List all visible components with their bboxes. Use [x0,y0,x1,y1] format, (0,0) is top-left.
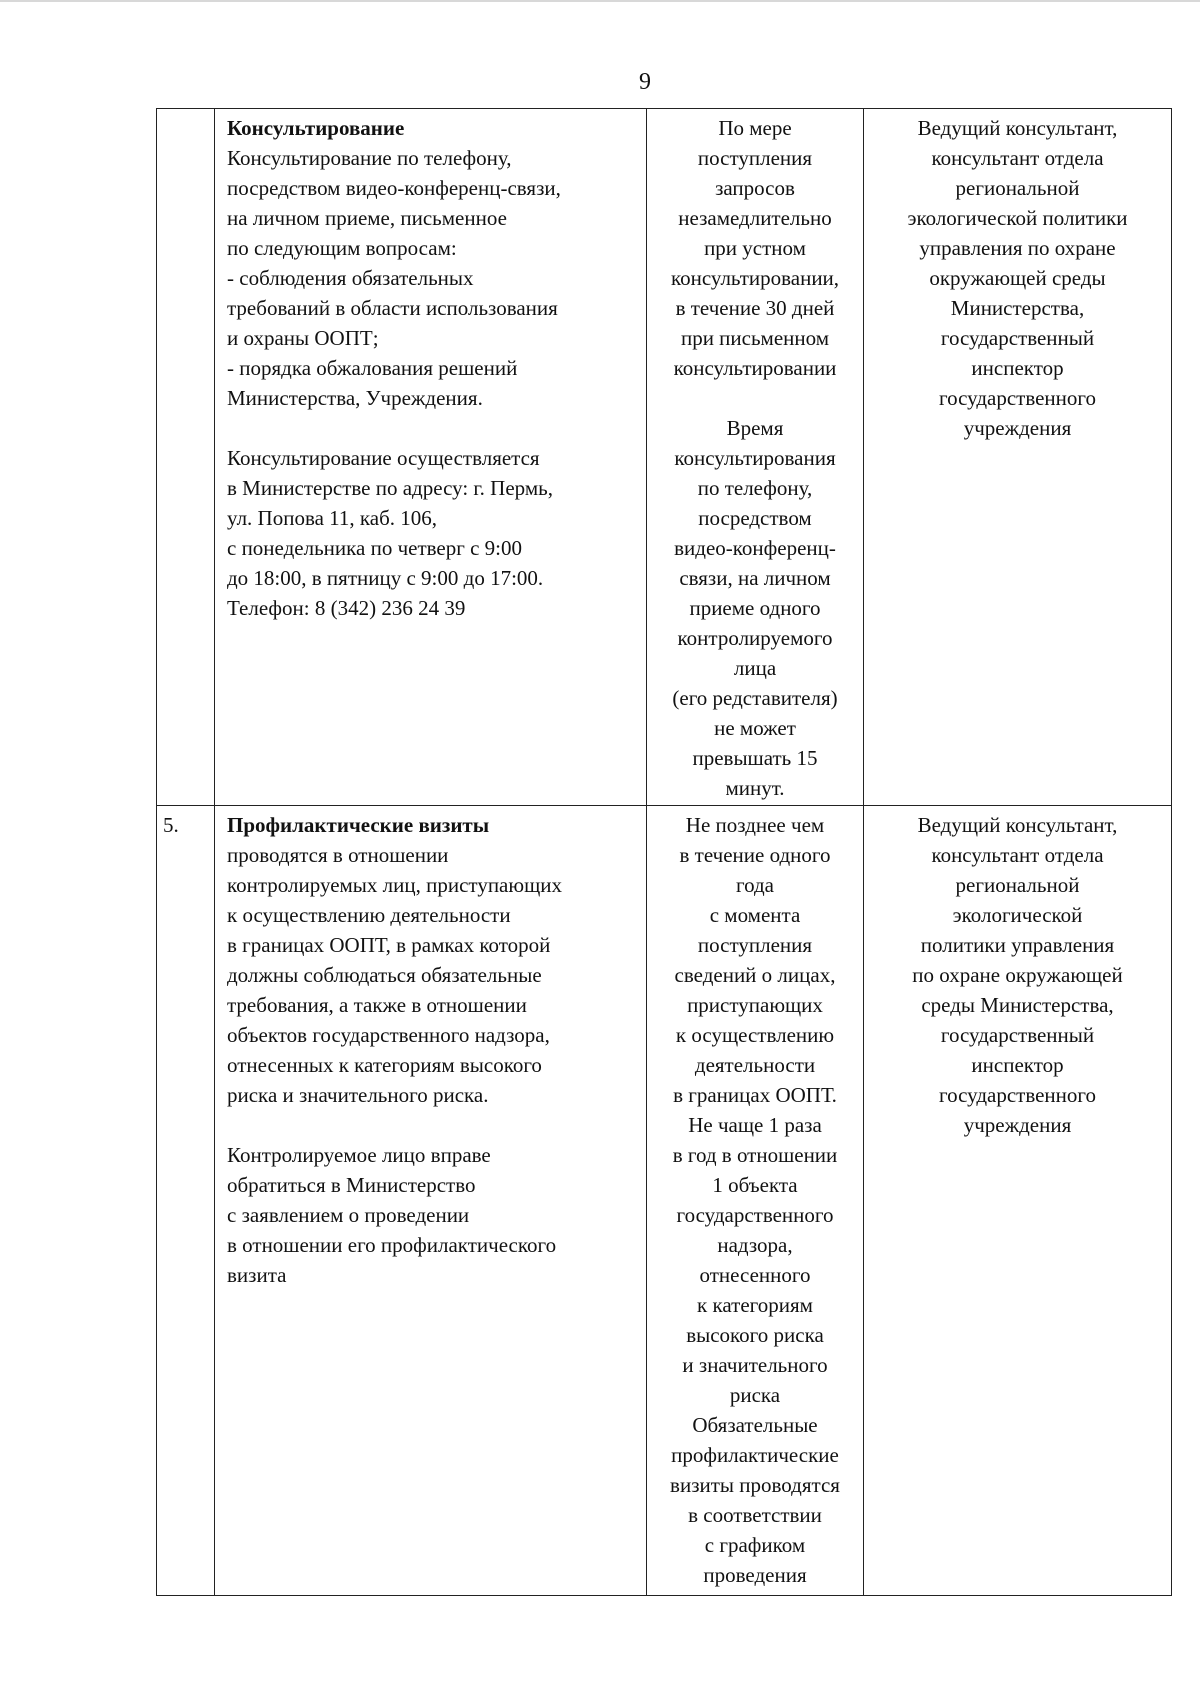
text-line: региональной [955,873,1080,897]
text-line: при устном [704,236,806,260]
text-line: связи, на личном [679,566,831,590]
activity-paragraph-1 [227,143,640,413]
text-line: требований в области использования [227,296,558,320]
deadline-paragraph-1 [649,810,861,1590]
text-line: По мере [718,116,792,140]
text-line: должны соблюдаться обязательные [227,963,542,987]
text-line: в границах ООПТ. [673,1083,837,1107]
text-line: контролируемого [677,626,833,650]
text-line: политики управления [920,933,1115,957]
text-line: в отношении его профилактического [227,1233,557,1257]
text-line: Не чаще 1 раза [688,1113,822,1137]
row-number-cell [157,109,215,806]
text-line: консультирования [674,446,836,470]
text-line: запросов [715,176,795,200]
text-line: с графиком [704,1533,806,1557]
paragraph-gap [649,383,861,413]
paragraph-gap [227,413,640,443]
text-line: государственный [940,1023,1095,1047]
responsible-cell [864,806,1172,1596]
text-line: - порядка обжалования решений [227,356,518,380]
deadline-paragraph-2 [649,413,861,803]
text-line: инспектор [971,356,1064,380]
text-line: с понедельника по четверг с 9:00 [227,536,523,560]
responsible-text [870,810,1165,1140]
text-line: до 18:00, в пятницу с 9:00 до 17:00. [227,566,544,590]
text-line: года [736,873,774,897]
text-line: объектов государственного надзора, [227,1023,550,1047]
activity-cell [215,806,647,1596]
text-line: государственного [676,1203,834,1227]
text-line: Консультирование осуществляется [227,446,540,470]
page-number: 9 [639,69,651,95]
text-line: деятельности [694,1053,816,1077]
deadline-paragraph-1 [649,113,861,383]
text-line: с заявлением о проведении [227,1203,470,1227]
text-line: надзора, [717,1233,793,1257]
text-line: высокого риска [686,1323,824,1347]
text-line: в течение одного [679,843,831,867]
text-line: риска и значительного риска. [227,1083,489,1107]
text-line: контролируемых лиц, приступающих [227,873,562,897]
text-line: Телефон: 8 (342) 236 24 39 [227,596,466,620]
activity-cell [215,109,647,806]
responsible-cell [864,109,1172,806]
activity-paragraph-2 [227,1140,640,1290]
text-line: при письменном [680,326,830,350]
text-line: среды Министерства, [921,993,1114,1017]
text-line: риска [729,1383,781,1407]
text-line: превышать 15 [692,746,818,770]
text-line: Контролируемое лицо вправе [227,1143,491,1167]
deadline-cell [647,806,864,1596]
text-line: учреждения [963,416,1072,440]
text-line: отнесенных к категориям высокого [227,1053,542,1077]
text-line: не может [714,716,796,740]
table-row-prevention-visits [157,806,1172,1596]
text-line: приеме одного [689,596,821,620]
text-line: приступающих [687,993,823,1017]
text-line: государственного [938,1083,1097,1107]
text-line: учреждения [963,1113,1072,1137]
text-line: требования, а также в отношении [227,993,527,1017]
measures-table [156,108,1172,1596]
text-line: 1 объекта [712,1173,798,1197]
text-line: визита [227,1263,287,1287]
row-number-cell: 5. [157,806,215,1596]
text-line: Время [726,416,784,440]
text-line: проводятся в отношении [227,843,449,867]
text-line: по охране окружающей [912,963,1123,987]
text-line: консультант отдела [931,843,1104,867]
text-line: экологической [952,903,1083,927]
text-line: и охраны ООПТ; [227,326,379,350]
text-line: профилактические [671,1443,839,1467]
text-line: по следующим вопросам: [227,236,457,260]
paragraph-gap [227,1110,640,1140]
text-line: консультировании [673,356,837,380]
text-line: в границах ООПТ, в рамках которой [227,933,551,957]
text-line: окружающей среды [929,266,1106,290]
text-line: отнесенного [699,1263,811,1287]
activity-paragraph-1 [227,840,640,1110]
text-line: с момента [709,903,801,927]
text-line: поступления [697,933,813,957]
table-row-consulting [157,109,1172,806]
text-line: поступления [697,146,813,170]
deadline-cell [647,109,864,806]
activity-title: Профилактические визиты [227,813,490,837]
text-line: Обязательные [692,1413,818,1437]
text-line: видео-конференц- [674,536,836,560]
scan-edge [0,0,1200,2]
text-line: региональной [955,176,1080,200]
text-line: к категориям [697,1293,813,1317]
text-line: на личном приеме, письменное [227,206,507,230]
text-line: государственного [938,386,1097,410]
text-line: к осуществлению деятельности [227,903,511,927]
text-line: инспектор [971,1053,1064,1077]
text-line: Министерства, Учреждения. [227,386,483,410]
text-line: управления по охране [919,236,1116,260]
text-line: государственный [940,326,1095,350]
text-line: к осуществлению [675,1023,835,1047]
text-line: консультант отдела [931,146,1104,170]
text-line: - соблюдения обязательных [227,266,474,290]
activity-title: Консультирование [227,116,405,140]
text-line: сведений о лицах, [674,963,836,987]
text-line: в течение 30 дней [675,296,835,320]
text-line: Ведущий консультант, [917,813,1118,837]
text-line: Консультирование по телефону, [227,146,512,170]
text-line: проведения [703,1563,807,1587]
responsible-text [870,113,1165,443]
text-line: минут. [725,776,785,800]
activity-paragraph-2 [227,443,640,623]
text-line: (его редставителя) [672,686,838,710]
text-line: ул. Попова 11, каб. 106, [227,506,438,530]
text-line: по телефону, [697,476,813,500]
text-line: в год в отношении [672,1143,838,1167]
text-line: консультировании, [670,266,840,290]
text-line: Министерства, [950,296,1085,320]
text-line: посредством [698,506,812,530]
text-line: лица [733,656,777,680]
text-line: экологической политики [907,206,1128,230]
text-line: незамедлительно [678,206,832,230]
text-line: обратиться в Министерство [227,1173,476,1197]
text-line: в соответствии [688,1503,822,1527]
text-line: и значительного [682,1353,828,1377]
text-line: посредством видео-конференц-связи, [227,176,561,200]
text-line: Не позднее чем [685,813,825,837]
text-line: в Министерстве по адресу: г. Пермь, [227,476,553,500]
text-line: визиты проводятся [670,1473,840,1497]
text-line: Ведущий консультант, [917,116,1118,140]
